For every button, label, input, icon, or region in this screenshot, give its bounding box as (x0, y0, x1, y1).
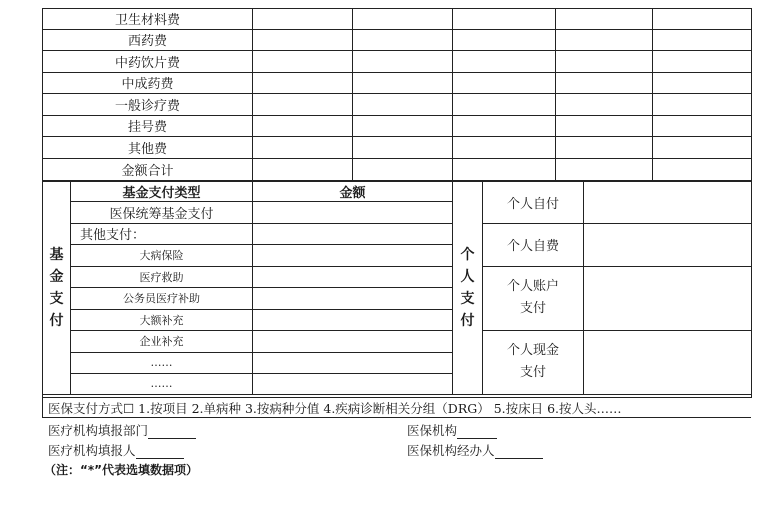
fund-item: …… (150, 356, 173, 369)
fund-item: 公务员医疗补助 (123, 292, 200, 305)
fund-amount-header: 金额 (339, 185, 366, 201)
grid-line (352, 8, 353, 180)
section-divider (42, 394, 751, 395)
expense-label: 其他费 (127, 141, 167, 157)
reporter-label: 医疗机构填报人 (48, 443, 136, 458)
fund-item: 医疗救助 (139, 270, 184, 284)
expense-label: 卫生材料费 (114, 13, 180, 28)
account-pay-label (483, 266, 583, 330)
account-pay-line: 个人账户 (506, 279, 559, 294)
fund-pay-label (43, 181, 70, 394)
expense-label: 中成药费 (121, 77, 174, 92)
fund-label-char: 支 (49, 290, 64, 307)
grid-line (652, 8, 653, 180)
self-pay-label: 个人自付 (506, 196, 559, 212)
fund-item: …… (150, 377, 173, 390)
grid-line (751, 8, 752, 398)
cash-pay-line: 个人现金 (506, 343, 559, 358)
other-pay-label: 其他支付： (80, 228, 146, 243)
grid-line (42, 397, 751, 398)
expense-label: 西药费 (127, 34, 167, 49)
expense-label: 挂号费 (127, 120, 167, 135)
account-pay-line: 支付 (519, 301, 546, 316)
insurer-blank[interactable] (457, 426, 497, 439)
pool-fund-label: 医保统筹基金支付 (109, 206, 214, 222)
payment-method-line: 医保支付方式☐ 1.按项目 2.单病种 3.按病种分值 4.疾病诊断相关分组（DRG） 5.按床日 6.按人头…… (48, 401, 622, 416)
insurer-label: 医保机构 (407, 423, 458, 438)
grid-line (42, 417, 751, 418)
expense-label: 一般诊疗费 (114, 98, 180, 114)
report-dept-label: 医疗机构填报部门 (48, 423, 149, 438)
fund-item: 企业补充 (139, 335, 184, 348)
reporter-field (48, 441, 184, 459)
reporter-blank[interactable] (136, 446, 184, 459)
report-dept-field (48, 421, 196, 439)
self-expense-label: 个人自费 (506, 239, 559, 254)
footnote: （注：“*”代表选填数据项） (44, 463, 199, 477)
handler-blank[interactable] (495, 446, 543, 459)
insurer-field (407, 421, 497, 439)
personal-label-char: 支 (460, 290, 475, 307)
personal-label-char: 付 (460, 312, 475, 329)
grid-line (555, 8, 556, 180)
handler-field (407, 441, 543, 459)
expense-total-label: 金额合计 (121, 163, 174, 179)
fund-label-char: 付 (49, 312, 64, 329)
grid-line (452, 8, 453, 180)
grid-line (583, 180, 584, 394)
personal-pay-label (453, 181, 482, 394)
grid-line (252, 180, 253, 394)
fund-item: 大额补充 (139, 313, 184, 327)
report-dept-blank[interactable] (148, 426, 196, 439)
handler-label: 医保机构经办人 (407, 443, 495, 458)
cash-pay-line: 支付 (519, 365, 546, 380)
fund-type-header: 基金支付类型 (122, 185, 201, 201)
fund-label-char: 金 (49, 268, 64, 285)
expense-label: 中药饮片费 (114, 55, 180, 71)
fund-label-char: 基 (49, 246, 64, 263)
fund-item: 大病保险 (139, 249, 184, 262)
grid-line (42, 397, 43, 417)
personal-label-char: 人 (460, 268, 475, 285)
grid-line (252, 8, 253, 180)
cash-pay-label (483, 330, 583, 394)
personal-label-char: 个 (460, 246, 475, 263)
